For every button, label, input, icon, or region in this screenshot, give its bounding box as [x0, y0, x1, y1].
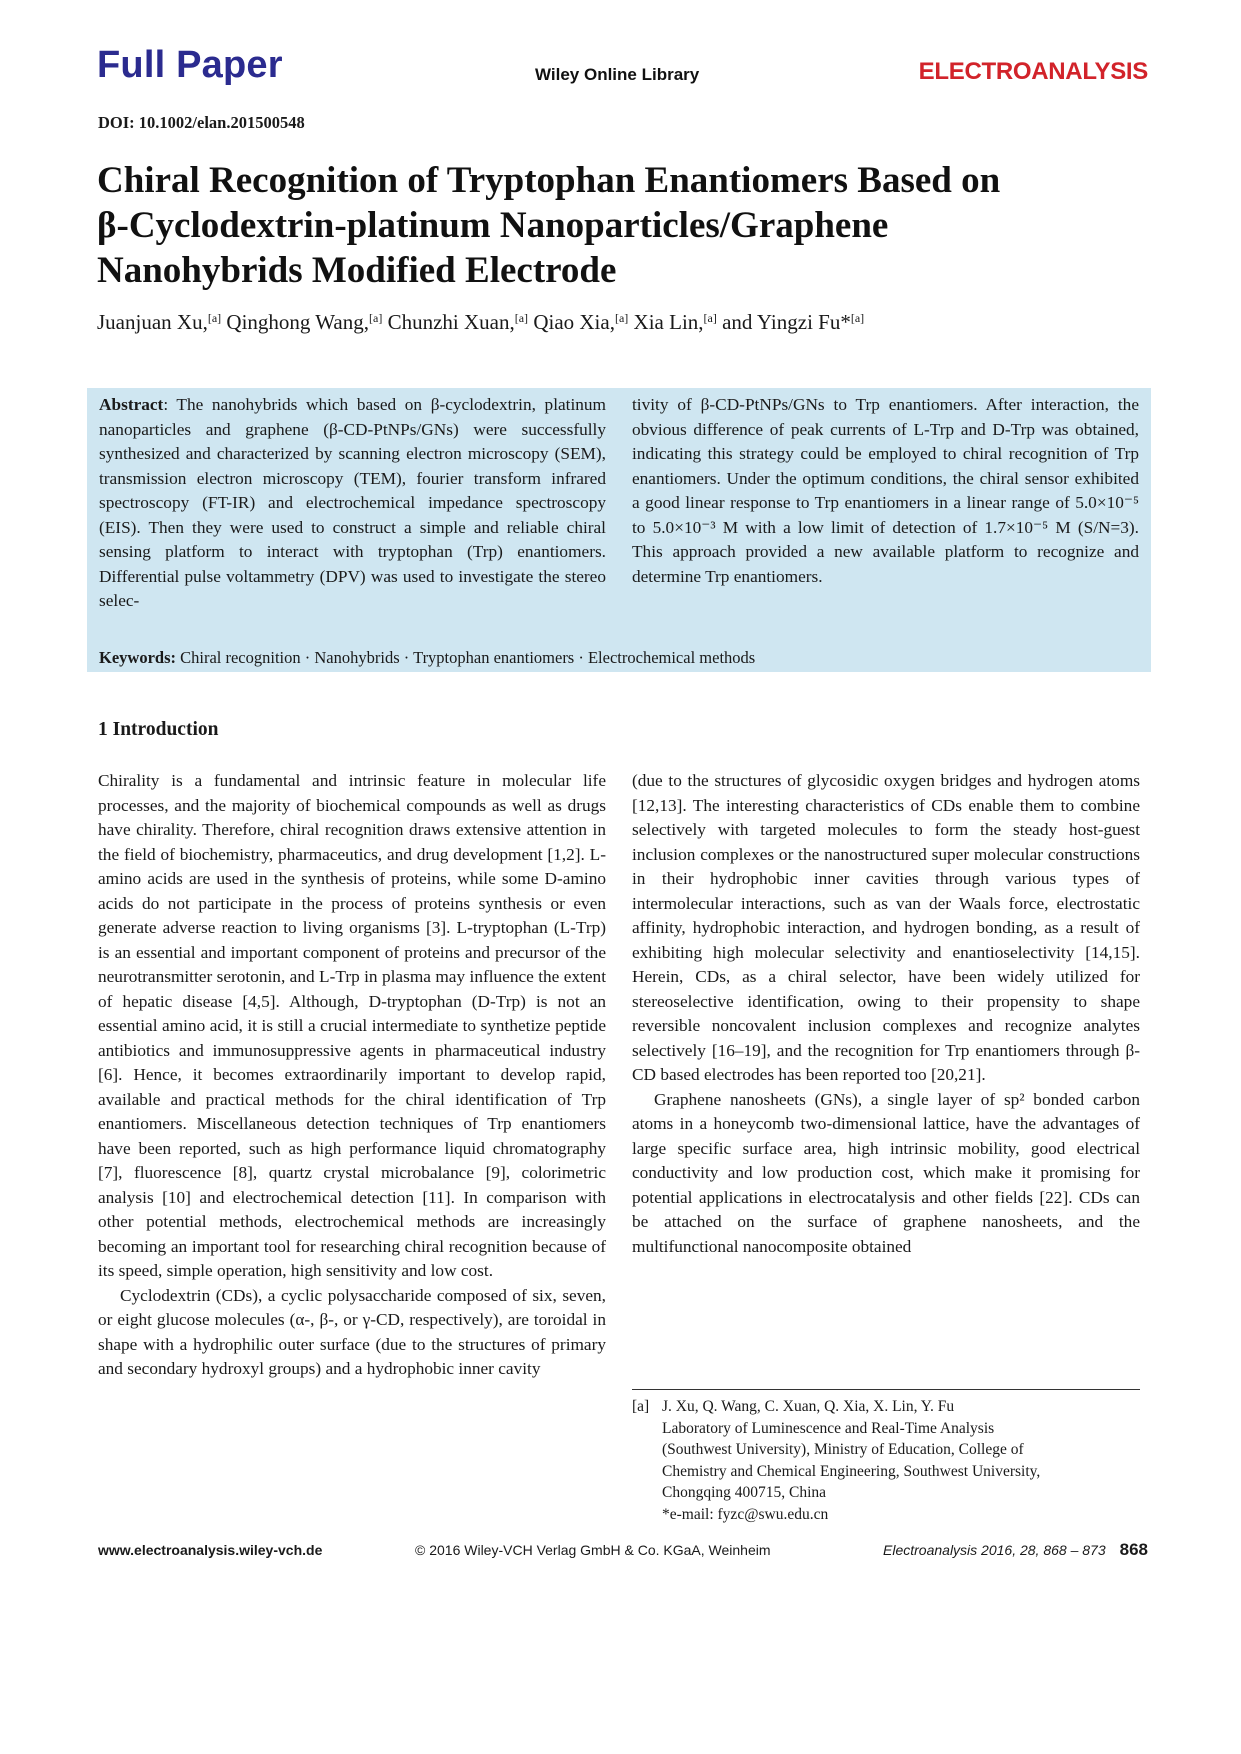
citation-text: Electroanalysis 2016, 28, 868 – 873: [883, 1542, 1106, 1558]
author-name: Qinghong Wang,: [226, 310, 369, 334]
abstract-text: tivity of β-CD-PtNPs/GNs to Trp enantiomers. After interaction, the obvious difference of peak currents of L-Trp and D-Trp was obtained, indicating this strategy could be employed to chiral recognition of Trp enantiomers. Under the optimum conditions, the chiral sensor exhibited a good linear response to Trp enantiomers in a linear range of 5.0×10⁻⁵ to 5.0×10⁻³ M with a low limit of detection of 1.7×10⁻⁵ M (S/N=3). This approach provided a new available platform to recognize and determine Trp enantiomers.: [632, 395, 1139, 586]
paper-title: [97, 158, 1157, 293]
author-list: [97, 310, 864, 335]
author-name: Juanjuan Xu,: [97, 310, 208, 334]
abstract-column-1: [99, 393, 606, 614]
abstract-label: Abstract: [99, 395, 164, 414]
section-heading: 1 Introduction: [98, 719, 219, 740]
footer-citation: [883, 1540, 1148, 1560]
affiliation-mark: [a]: [207, 311, 222, 325]
paragraph: Cyclodextrin (CDs), a cyclic polysaccharide composed of six, seven, or eight glucose molecules (α-, β-, or γ-CD, respectively), are toroidal in shape with a hydrophilic outer surface (due to the structures of primary and secondary hydroxyl groups) and a hydrophobic inner cavity: [98, 1285, 606, 1378]
author-name: Qiao Xia,: [533, 310, 615, 334]
title-line: β-Cyclodextrin-platinum Nanoparticles/Graphene: [97, 205, 889, 246]
page-number: 868: [1119, 1540, 1148, 1559]
affiliation-mark: [a]: [514, 311, 529, 325]
affiliation-footnote: [632, 1396, 1152, 1525]
abstract-column-2: [632, 393, 1139, 589]
paragraph: (due to the structures of glycosidic oxygen bridges and hydrogen atoms [12,13]. The interesting characteristics of CDs enable them to combine selectively with targeted molecules to form the steady host-guest inclusion complexes or the nanostructured super molecular constructions in their hydrophobic inner cavities through various types of intermolecular interactions, such as van der Waals force, electrostatic affinity, hydrophobic interaction, and hydrogen bonding, as a result of exhibiting high molecular selectivity and enantioselectivity [14,15]. Herein, CDs, as a chiral selector, have been widely utilized for stereoselective identification, owing to their propensity to shape reversible noncovalent inclusion complexes and recognize analytes selectively [16–19], and the recognition for Trp enantiomers through β-CD based electrodes has been reported too [20,21].: [632, 771, 1140, 1084]
title-line: Chiral Recognition of Tryptophan Enantiomers Based on: [97, 160, 1001, 201]
author-name: and Yingzi Fu*: [722, 310, 851, 334]
footnote-line: Chemistry and Chemical Engineering, Southwest University,: [662, 1462, 1041, 1480]
keywords: [99, 648, 755, 668]
affiliation-mark: [a]: [614, 311, 629, 325]
body-column-2: [632, 769, 1140, 1259]
body-column-1: [98, 769, 606, 1382]
journal-name: ELECTROANALYSIS: [918, 58, 1148, 85]
footnote-line: Laboratory of Luminescence and Real-Time Analysis: [662, 1419, 995, 1437]
keywords-label: Keywords:: [99, 648, 176, 667]
paragraph: Chirality is a fundamental and intrinsic feature in molecular life processes, and the majority of biochemical compounds as well as drugs have chirality. Therefore, chiral recognition draws extensive attention in the field of biochemistry, pharmaceutics, and drug development [1,2]. L-amino acids are used in the synthesis of proteins, while some D-amino acids do not participate in the process of proteins synthesis or even generate adverse reaction to living organisms [3]. L-tryptophan (L-Trp) is an essential and important component of proteins and precursor of the neurotransmitter serotonin, and L-Trp in plasma may influence the extent of hepatic disease [4,5]. Although, D-tryptophan (D-Trp) is not an essential amino acid, it is still a crucial intermediate to synthetize peptide antibiotics and immunosuppressive agents in pharmaceutical industry [6]. Hence, it becomes extraordinarily important to develop rapid, available and practical methods for the chiral identification of Trp enantiomers. Miscellaneous detection techniques of Trp enantiomers have been reported, such as high performance liquid chromatography [7], fluorescence [8], quartz crystal microbalance [9], colorimetric analysis [10] and electrochemical detection [11]. In comparison with other potential methods, electrochemical methods are increasingly becoming an important tool for researching chiral recognition because of its speed, simple operation, high sensitivity and low cost.: [98, 771, 606, 1280]
footnote-tag: [a]: [632, 1398, 650, 1415]
footer-copyright: © 2016 Wiley-VCH Verlag GmbH & Co. KGaA, Weinheim: [415, 1542, 771, 1558]
footnote-email[interactable]: *e-mail: fyzc@swu.edu.cn: [662, 1505, 829, 1523]
paragraph: Graphene nanosheets (GNs), a single layer of sp² bonded carbon atoms in a honeycomb two-dimensional lattice, have the advantages of large specific surface area, high intrinsic mobility, good electrical conductivity and low production cost, which make it promising for potential applications in electrocatalysis and other fields [22]. CDs can be attached on the surface of graphene nanosheets, and the multifunctional nanocomposite obtained: [632, 1089, 1140, 1256]
title-line: Nanohybrids Modified Electrode: [97, 250, 617, 291]
section-label: Full Paper: [97, 44, 283, 86]
footnote-line: (Southwest University), Ministry of Education, College of: [662, 1441, 1024, 1458]
affiliation-mark: [a]: [369, 311, 383, 325]
author-name: Xia Lin,: [633, 310, 704, 334]
author-name: Chunzhi Xuan,: [387, 310, 515, 334]
footer-url[interactable]: www.electroanalysis.wiley-vch.de: [98, 1542, 323, 1558]
abstract-text: : The nanohybrids which based on β-cyclodextrin, platinum nanoparticles and graphene (β-CD-PtNPs/GNs) were successfully synthesized and characterized by scanning electron microscopy (SEM), transmission electron microscopy (TEM), fourier transform infrared spectroscopy (FT-IR) and electrochemical impedance spectroscopy (EIS). Then they were used to construct a simple and reliable chiral sensing platform to interact with tryptophan (Trp) enantiomers. Differential pulse voltammetry (DPV) was used to investigate the stereo selec-: [99, 395, 606, 610]
footnote-line: Chongqing 400715, China: [662, 1484, 827, 1501]
affiliation-mark: [a]: [703, 311, 717, 325]
library-link[interactable]: Wiley Online Library: [535, 65, 700, 84]
footnote-line: J. Xu, Q. Wang, C. Xuan, Q. Xia, X. Lin, Y. Fu: [662, 1398, 955, 1415]
footnote-rule: [632, 1389, 1140, 1390]
affiliation-mark: [a]: [850, 311, 865, 325]
keywords-list: Chiral recognition · Nanohybrids · Tryptophan enantiomers · Electrochemical methods: [180, 648, 756, 667]
doi[interactable]: DOI: 10.1002/elan.201500548: [98, 113, 305, 132]
